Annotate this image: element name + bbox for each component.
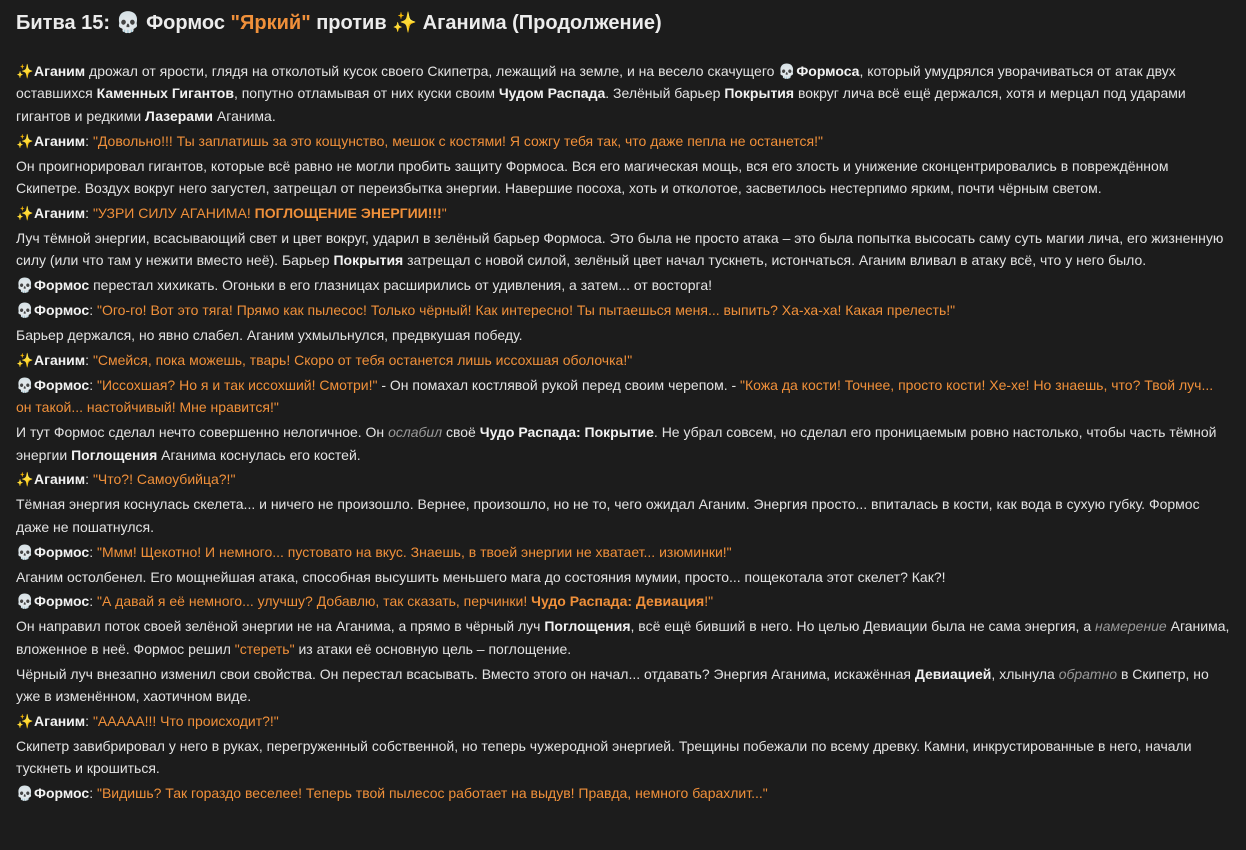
text-run: дрожал от ярости, глядя на отколотый кусок своего Скипетра, лежащий на земле, и на весело скачущего: [85, 63, 779, 79]
text-run: , всё ещё бивший в него. Но целью Девиации была не сама энергия, а: [630, 618, 1095, 635]
text-run: Он направил поток своей зелёной энергии не на Аганима, а прямо в чёрный луч: [16, 618, 545, 635]
text-run: :: [85, 471, 93, 488]
paragraph: [16, 202, 1230, 224]
paragraph: [16, 710, 1230, 732]
paragraph: [16, 421, 1230, 466]
paragraph: [16, 541, 1230, 563]
quote-text: "стереть": [234, 640, 295, 657]
skull-icon: 💀: [16, 543, 34, 560]
quote-text: "УЗРИ СИЛУ АГАНИМА!: [92, 204, 255, 221]
title-formos: Формос: [140, 12, 231, 34]
quote-text: "Иссохшая? Но я и так иссохший! Смотри!": [96, 376, 378, 393]
text-run: :: [85, 351, 93, 368]
text-run: Барьер держался, но явно слабел. Аганим ухмыльнулся, предвкушая победу.: [16, 326, 523, 343]
text-run: :: [85, 204, 93, 221]
paragraph: [16, 782, 1230, 804]
sparkles-icon: ✨: [16, 471, 34, 488]
text-run: затрещал с новой силой, зелёный цвет начал тускнеть, истончаться. Аганим вливал в атаку всё, что у него было.: [403, 252, 1147, 269]
quote-text: "Ого-го! Вот это тяга! Прямо как пылесос! Только чёрный! Как интересно! Ты пытаешься меня... выпить? Ха-ха-ха! Какая прелесть!": [96, 302, 956, 319]
text-run: Луч тёмной энергии, всасывающий свет и цвет вокруг, ударил в зелёный барьер Формоса. Это была не просто атака – это была попытка высосать саму суть магии лича, его жизненную силу (или что там у нежити вместо неё). Барьер: [16, 229, 1224, 269]
skull-icon: 💀: [115, 12, 141, 34]
text-run: вокруг лича всё ещё держался, хотя и мерцал под ударами гигантов и редкими: [16, 85, 1186, 124]
bold-text: Формос: [34, 543, 90, 560]
text-run: Аганима, вложенное в неё. Формос решил: [16, 618, 1230, 657]
bold-text: Аганим: [34, 712, 86, 729]
story-body: [16, 60, 1230, 805]
text-run: . Зелёный барьер: [605, 85, 725, 102]
quote-text: "Ммм! Щекотно! И немного... пустовато на вкус. Знаешь, в твоей энергии не хватает... изюминки!": [96, 543, 732, 560]
sparkles-icon: ✨: [16, 132, 34, 149]
quote-text: [255, 205, 442, 221]
bold-text: Аганим: [34, 351, 86, 368]
paragraph: [16, 324, 1230, 346]
bold-text: Каменных Гигантов: [96, 85, 234, 102]
paragraph: [16, 735, 1230, 780]
bold-text: Формос: [34, 277, 90, 294]
paragraph: [16, 590, 1230, 612]
quote-text: "Довольно!!! Ты заплатишь за это кощунство, мешок с костями! Я сожгу тебя так, что даже пепла не останется!": [92, 132, 823, 149]
text-run: Аганим остолбенел. Его мощнейшая атака, способная высушить меньшего мага до состояния мумии, просто... пощекотала этот скелет? Как?!: [16, 568, 946, 585]
paragraph: [16, 663, 1230, 708]
title-aganim: Аганима (Продолжение): [417, 12, 662, 34]
paragraph: [16, 566, 1230, 588]
bold-text: Покрытия: [333, 252, 404, 269]
sparkles-icon: ✨: [16, 351, 34, 368]
paragraph: [16, 274, 1230, 296]
text-run: перестал хихикать. Огоньки в его глазницах расширились от удивления, а затем... от восторга!: [89, 277, 712, 294]
paragraph: [16, 615, 1230, 660]
bold-text: Поглощения: [544, 618, 631, 635]
bold-text: Формос: [34, 593, 90, 610]
bold-text: Поглощения: [71, 446, 158, 463]
quote-text: "А давай я её немного... улучшу? Добавлю, так сказать, перчинки!: [96, 593, 532, 610]
bold-text: Формоса: [796, 63, 860, 79]
text-run: :: [89, 376, 97, 393]
text-run: своё: [442, 424, 480, 441]
skull-icon: 💀: [16, 376, 34, 393]
text-run: :: [89, 593, 97, 610]
skull-icon: 💀: [778, 63, 796, 79]
skull-icon: 💀: [16, 785, 34, 802]
text-run: из атаки её основную цель – поглощение.: [294, 640, 572, 657]
bold-text: Девиацией: [914, 665, 992, 682]
title-versus: против: [310, 12, 393, 34]
bold-text: Чудом Распада: [498, 85, 606, 102]
text-run: Аганима.: [213, 107, 276, 124]
italic-text: ослабил: [388, 424, 443, 441]
sparkles-icon: ✨: [16, 712, 34, 729]
italic-text: обратно: [1058, 665, 1118, 682]
text-run: , попутно отламывая от них куски своим: [233, 85, 499, 102]
sparkles-icon: ✨: [392, 12, 418, 34]
bold-text: Формос: [34, 785, 90, 802]
skull-icon: 💀: [16, 277, 34, 294]
bold-text: Формос: [34, 376, 90, 393]
italic-text: намерение: [1095, 618, 1167, 635]
quote-bold-text: Чудо Распада: Девиация: [531, 593, 705, 610]
text-run: , который умудрялся уворачиваться от атак двух оставшихся: [16, 63, 1176, 102]
text-run: Тёмная энергия коснулась скелета... и ничего не произошло. Вернее, произошло, но не то, чего ожидал Аганим. Энергия просто... впиталась в кости, как вода в сухую губку. Формос даже не пошатнулся.: [16, 496, 1200, 535]
bold-text: Аганим: [34, 471, 86, 488]
text-run: Аганима коснулась его костей.: [157, 446, 361, 463]
bold-text: Формос: [34, 302, 90, 319]
text-run: И тут Формос сделал нечто совершенно нелогичное. Он: [16, 424, 389, 441]
bold-text: Аганим: [34, 63, 86, 79]
text-run: :: [85, 712, 93, 729]
bold-text: Чудо Распада: Покрытие: [479, 424, 654, 441]
paragraph: [16, 227, 1230, 272]
skull-icon: 💀: [16, 302, 34, 319]
text-run: , хлынула: [991, 665, 1059, 682]
bold-text: Аганим: [34, 204, 86, 221]
quote-bold-text: ПОГЛОЩЕНИЕ ЭНЕРГИИ!!!: [254, 204, 442, 221]
paragraph: [16, 155, 1230, 200]
skull-icon: 💀: [16, 593, 34, 610]
text-run: :: [85, 132, 93, 149]
text-run: . Не убрал совсем, но сделал его проницаемым ровно настолько, чтобы часть тёмной энергии: [16, 424, 1217, 463]
paragraph: [16, 60, 1230, 127]
quote-text: "ААААА!!! Что происходит?!": [92, 712, 279, 729]
text-run: Чёрный луч внезапно изменил свои свойства. Он перестал всасывать. Вместо этого он начал... отдавать? Энергия Аганима, искажённая: [16, 665, 915, 682]
quote-text: "Видишь? Так гораздо веселее! Теперь твой пылесос работает на выдув! Правда, немного барахлит...": [96, 785, 768, 802]
quote-text: ": [441, 204, 447, 221]
text-run: Скипетр завибрировал у него в руках, перегруженный собственной, но теперь чужеродной энергией. Трещины побежали по всему древку. Камни, инкрустированные в него, начали тускнеть и крошиться.: [16, 737, 1192, 777]
title-nickname: "Яркий": [230, 12, 311, 34]
sparkles-icon: ✨: [16, 63, 34, 79]
page-title: [16, 8, 1230, 38]
text-run: :: [89, 785, 97, 802]
paragraph: [16, 468, 1230, 490]
quote-text: !": [704, 593, 714, 610]
bold-text: Аганим: [34, 132, 86, 149]
paragraph: [16, 349, 1230, 371]
text-run: :: [89, 302, 97, 319]
paragraph: [16, 130, 1230, 152]
text-run: в Скипетр, но уже в изменённом, хаотичном виде.: [16, 665, 1209, 705]
quote-text: "Смейся, пока можешь, тварь! Скоро от тебя останется лишь иссохшая оболочка!": [92, 351, 633, 368]
bold-text: Лазерами: [145, 107, 214, 124]
paragraph: [16, 299, 1230, 321]
text-run: - Он помахал костлявой рукой перед своим черепом. -: [377, 376, 741, 393]
quote-text: "Кожа да кости! Точнее, просто кости! Хе-хе! Но знаешь, что? Твой луч... он такой... настойчивый! Мне нравится!": [16, 376, 1214, 416]
bold-text: Покрытия: [724, 85, 795, 102]
sparkles-icon: ✨: [16, 204, 34, 221]
quote-text: "Что?! Самоубийца?!": [92, 471, 236, 488]
paragraph: [16, 493, 1230, 538]
quote-text: [531, 593, 704, 609]
paragraph: [16, 374, 1230, 419]
text-run: :: [89, 543, 97, 560]
title-prefix: Битва 15:: [16, 12, 116, 34]
text-run: Он проигнорировал гигантов, которые всё равно не могли пробить защиту Формоса. Вся его магическая мощь, вся его злость и унижение сконцентрировались в повреждённом Скипетре. Воздух вокруг него загустел, затрещал от переизбытка энергии. Навершие посоха, хоть и отколотое, засветилось нестерпимо ярким, почти чёрным светом.: [16, 157, 1169, 197]
